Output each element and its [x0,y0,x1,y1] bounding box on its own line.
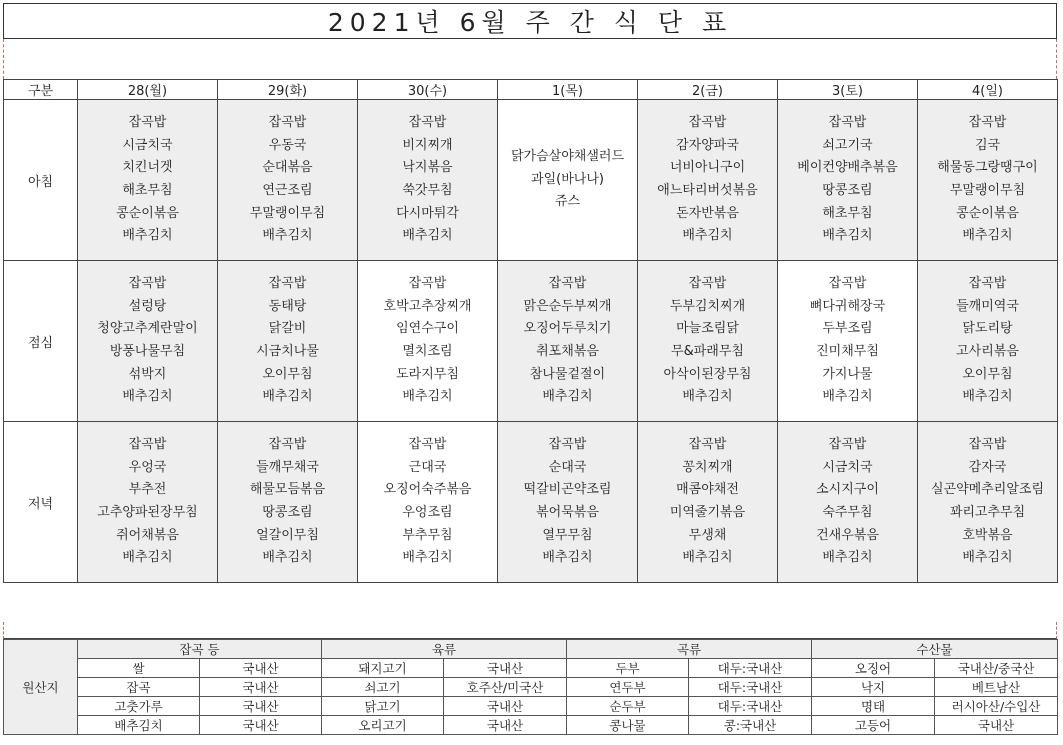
day-header: 30(수) [358,80,498,100]
page-title: 2021년 6월 주 간 식 단 표 [3,3,1057,39]
origin-country: 국내산 [200,697,322,716]
menu-item: 두부조림 [822,321,873,337]
menu-item: 오징어숙주볶음 [383,482,472,498]
day-header: 2(금) [638,80,778,100]
meal-label: 아침 [4,100,78,261]
ingredient: 낙지 [812,678,935,697]
origin-group-header: 잡곡 등 [78,640,322,659]
menu-cell [358,261,498,422]
origin-country: 대두:국내산 [689,678,812,697]
menu-item: 땅콩조림 [822,183,873,198]
menu-item: 잡곡밥 [968,115,1007,131]
menu-item: 청양고추계란말이 [97,321,198,337]
menu-item: 미역줄기볶음 [669,505,746,520]
menu-item: 순대볶음 [262,160,313,176]
origin-row [4,697,1058,716]
menu-item: 잡곡밥 [688,276,727,292]
menu-cell [918,100,1058,261]
menu-item: 잡곡밥 [408,276,447,292]
menu-item: 닭도리탕 [962,321,1013,337]
ingredient: 두부 [567,659,689,678]
header-label: 구분 [4,80,78,100]
menu-item: 돈자반볶음 [676,205,739,221]
menu-item: 배추김치 [682,389,733,405]
menu-item: 두부김치찌개 [669,298,746,314]
ingredient: 고등어 [812,716,935,735]
origin-country: 국내산 [444,697,567,716]
ingredient: 돼지고기 [322,659,444,678]
origin-country: 러시아산/수입산 [935,697,1058,716]
menu-item: 배추김치 [542,550,593,566]
menu-item: 배추김치 [122,228,173,244]
menu-item: 쇠고기국 [822,137,873,153]
menu-item: 잡곡밥 [828,276,867,292]
meal-label: 점심 [4,261,78,422]
menu-item: 참나물겉절이 [529,366,606,382]
menu-item: 멸치조림 [402,344,453,359]
menu-item: 배추김치 [962,389,1013,405]
ingredient: 순두부 [567,697,689,716]
menu-item: 들깨미역국 [956,298,1019,314]
menu-item: 배추김치 [402,228,453,244]
menu-item: 호박볶음 [962,527,1013,543]
menu-item: 고추양파된장무침 [97,505,198,520]
menu-item: 섞박지 [128,366,167,382]
menu-item: 닭갈비 [268,321,307,337]
menu-item: 애느타리버섯볶음 [657,183,758,198]
menu-item: 베이컨양배추볶음 [797,160,898,176]
menu-item: 잡곡밥 [408,115,447,131]
meal-label: 저녁 [4,422,78,583]
menu-item: 오이무침 [962,366,1013,382]
menu-item: 잡곡밥 [548,276,587,292]
menu-item: 무말랭이무침 [249,205,326,221]
ingredient: 연두부 [567,678,689,697]
menu-item: 해초무침 [122,183,173,198]
menu-cell [778,261,918,422]
day-header-row [4,80,1058,100]
menu-cell [778,422,918,583]
origin-country: 콩:국내산 [689,716,812,735]
menu-item: 해물동그랑땡구이 [937,160,1038,176]
menu-item: 배추김치 [682,550,733,566]
menu-item: 배추김치 [822,228,873,244]
menu-item: 잡곡밥 [268,276,307,292]
blank-spacer-row [3,39,1057,79]
day-header: 1(목) [498,80,638,100]
menu-item: 땅콩조림 [262,505,313,520]
ingredient: 고춧가루 [78,697,200,716]
origin-label: 원산지 [4,640,78,735]
origin-country: 국내산 [200,678,322,697]
menu-cell [78,261,218,422]
ingredient: 잡곡 [78,678,200,697]
menu-item: 떡갈비곤약조림 [523,482,612,498]
menu-cell [78,100,218,261]
menu-item: 꽁치찌개 [682,459,733,475]
menu-item: 잡곡밥 [268,115,307,131]
menu-item: 동태탕 [268,298,307,314]
ingredient: 오리고기 [322,716,444,735]
menu-item: 배추김치 [262,228,313,244]
menu-item: 쑥갓무침 [402,183,453,198]
origin-group-header: 곡류 [567,640,812,659]
origin-row [4,716,1058,735]
menu-item: 부추무침 [402,527,453,543]
menu-cell [498,422,638,583]
ingredient: 명태 [812,697,935,716]
meal-row-breakfast [4,100,1058,261]
menu-item: 잡곡밥 [408,437,447,453]
menu-item: 우엉조림 [402,505,453,520]
menu-item: 배추김치 [262,550,313,566]
menu-item: 연근조림 [262,183,313,198]
menu-item: 잡곡밥 [968,276,1007,292]
ingredient: 콩나물 [567,716,689,735]
menu-item: 잡곡밥 [968,437,1007,453]
origin-country: 호주산/미국산 [444,678,567,697]
menu-item: 도라지무침 [396,366,459,382]
meal-row-dinner [4,422,1058,583]
ingredient: 닭고기 [322,697,444,716]
origin-country: 국내산 [444,716,567,735]
menu-item: 잡곡밥 [128,115,167,131]
origin-group-header: 육류 [322,640,567,659]
menu-cell [358,422,498,583]
menu-item: 시금치국 [122,137,173,153]
ingredient: 쌀 [78,659,200,678]
origin-group-header: 수산물 [812,640,1058,659]
menu-item: 배추김치 [122,389,173,405]
menu-item: 과일(바나나) [531,171,604,187]
menu-item: 잡곡밥 [828,115,867,131]
menu-item: 진미채무침 [816,344,879,359]
menu-cell [918,422,1058,583]
origin-row [4,678,1058,697]
menu-cell [778,100,918,261]
menu-item: 열무무침 [542,527,593,543]
menu-item: 시금치국 [822,459,873,475]
menu-item: 방풍나물무침 [109,344,186,359]
menu-item: 배추김치 [402,550,453,566]
menu-item: 잡곡밥 [688,437,727,453]
menu-item: 잡곡밥 [828,437,867,453]
menu-item: 배추김치 [542,389,593,405]
menu-item: 우엉국 [128,459,167,475]
ingredient: 배추김치 [78,716,200,735]
menu-item: 해물모듬볶음 [249,482,326,498]
menu-cell [638,100,778,261]
day-header: 3(토) [778,80,918,100]
menu-item: 감자양파국 [676,137,739,153]
weekly-menu-table [3,79,1058,583]
menu-item: 무생채 [688,527,727,543]
menu-item: 배추김치 [262,389,313,405]
menu-item: 무&파래무침 [671,344,744,359]
menu-item: 뼈다귀해장국 [809,298,886,314]
day-header: 4(일) [918,80,1058,100]
origin-group-row [4,640,1058,659]
menu-item: 우동국 [268,137,307,153]
menu-item: 잡곡밥 [128,276,167,292]
origin-country: 국내산 [200,659,322,678]
day-header: 28(월) [78,80,218,100]
menu-item: 매콤야채전 [676,482,739,498]
menu-item: 잡곡밥 [688,115,727,131]
menu-item: 고사리볶음 [956,344,1019,359]
menu-cell [638,261,778,422]
menu-item: 볶어묵볶음 [536,505,599,520]
menu-item: 소시지구이 [816,482,879,498]
menu-cell [918,261,1058,422]
menu-item: 배추김치 [822,389,873,405]
meal-row-lunch [4,261,1058,422]
menu-cell [358,100,498,261]
menu-item: 맑은순두부찌개 [523,298,612,314]
menu-item: 콩순이볶음 [116,205,179,221]
origin-row [4,659,1058,678]
origin-country: 대두:국내산 [689,659,812,678]
ingredient: 오징어 [812,659,935,678]
menu-cell [638,422,778,583]
menu-item: 마늘조림닭 [676,321,739,337]
origin-country: 국내산/중국산 [935,659,1058,678]
menu-item: 다시마튀각 [396,205,459,221]
menu-item: 들깨무채국 [256,459,319,475]
menu-item: 순대국 [548,459,587,475]
menu-item: 배추김치 [822,550,873,566]
menu-item: 근대국 [408,459,447,475]
menu-item: 쥐어채볶음 [116,527,179,543]
ingredient: 쇠고기 [322,678,444,697]
menu-item: 꽈리고추무침 [949,505,1026,520]
menu-cell [218,100,358,261]
menu-item: 닭가슴살야채샐러드 [510,149,625,165]
origin-country: 국내산 [444,659,567,678]
menu-item: 비지찌개 [402,137,453,153]
menu-item: 너비아니구이 [669,160,746,176]
origin-table [3,639,1058,735]
origin-country: 국내산 [200,716,322,735]
menu-item: 얼갈이무침 [256,527,319,543]
day-header: 29(화) [218,80,358,100]
menu-cell [498,261,638,422]
separator-row [3,622,1057,639]
menu-item: 아삭이된장무침 [663,366,752,382]
menu-item: 김국 [974,137,1001,153]
menu-item: 호박고추장찌개 [383,298,472,314]
menu-item: 배추김치 [402,389,453,405]
menu-item: 콩순이볶음 [956,205,1019,221]
menu-item: 해초무침 [822,205,873,221]
menu-item: 쥬스 [554,194,581,210]
menu-item: 가지나물 [822,366,873,382]
origin-country: 대두:국내산 [689,697,812,716]
menu-item: 낙지볶음 [402,160,453,176]
menu-item: 배추김치 [962,550,1013,566]
menu-cell [218,422,358,583]
menu-item: 부추전 [128,482,167,498]
menu-item: 배추김치 [962,228,1013,244]
menu-item: 무말랭이무침 [949,183,1026,198]
menu-cell [498,100,638,261]
menu-item: 감자국 [968,459,1007,475]
menu-item: 배추김치 [682,228,733,244]
origin-country: 국내산 [935,716,1058,735]
menu-cell [218,261,358,422]
menu-item: 취포채볶음 [536,344,599,359]
menu-item: 배추김치 [122,550,173,566]
menu-item: 치킨너겟 [122,160,173,176]
menu-item: 오이무침 [262,366,313,382]
menu-item: 잡곡밥 [548,437,587,453]
menu-item: 설렁탕 [128,298,167,314]
menu-item: 오징어두루치기 [523,321,612,337]
menu-item: 숙주무침 [822,505,873,520]
menu-item: 잡곡밥 [128,437,167,453]
menu-cell [78,422,218,583]
menu-item: 시금치나물 [256,344,319,359]
menu-item: 잡곡밥 [268,437,307,453]
menu-item: 임연수구이 [396,321,459,337]
origin-country: 베트남산 [935,678,1058,697]
menu-item: 건새우볶음 [816,527,879,543]
menu-item: 실곤약메추리알조림 [930,482,1045,498]
